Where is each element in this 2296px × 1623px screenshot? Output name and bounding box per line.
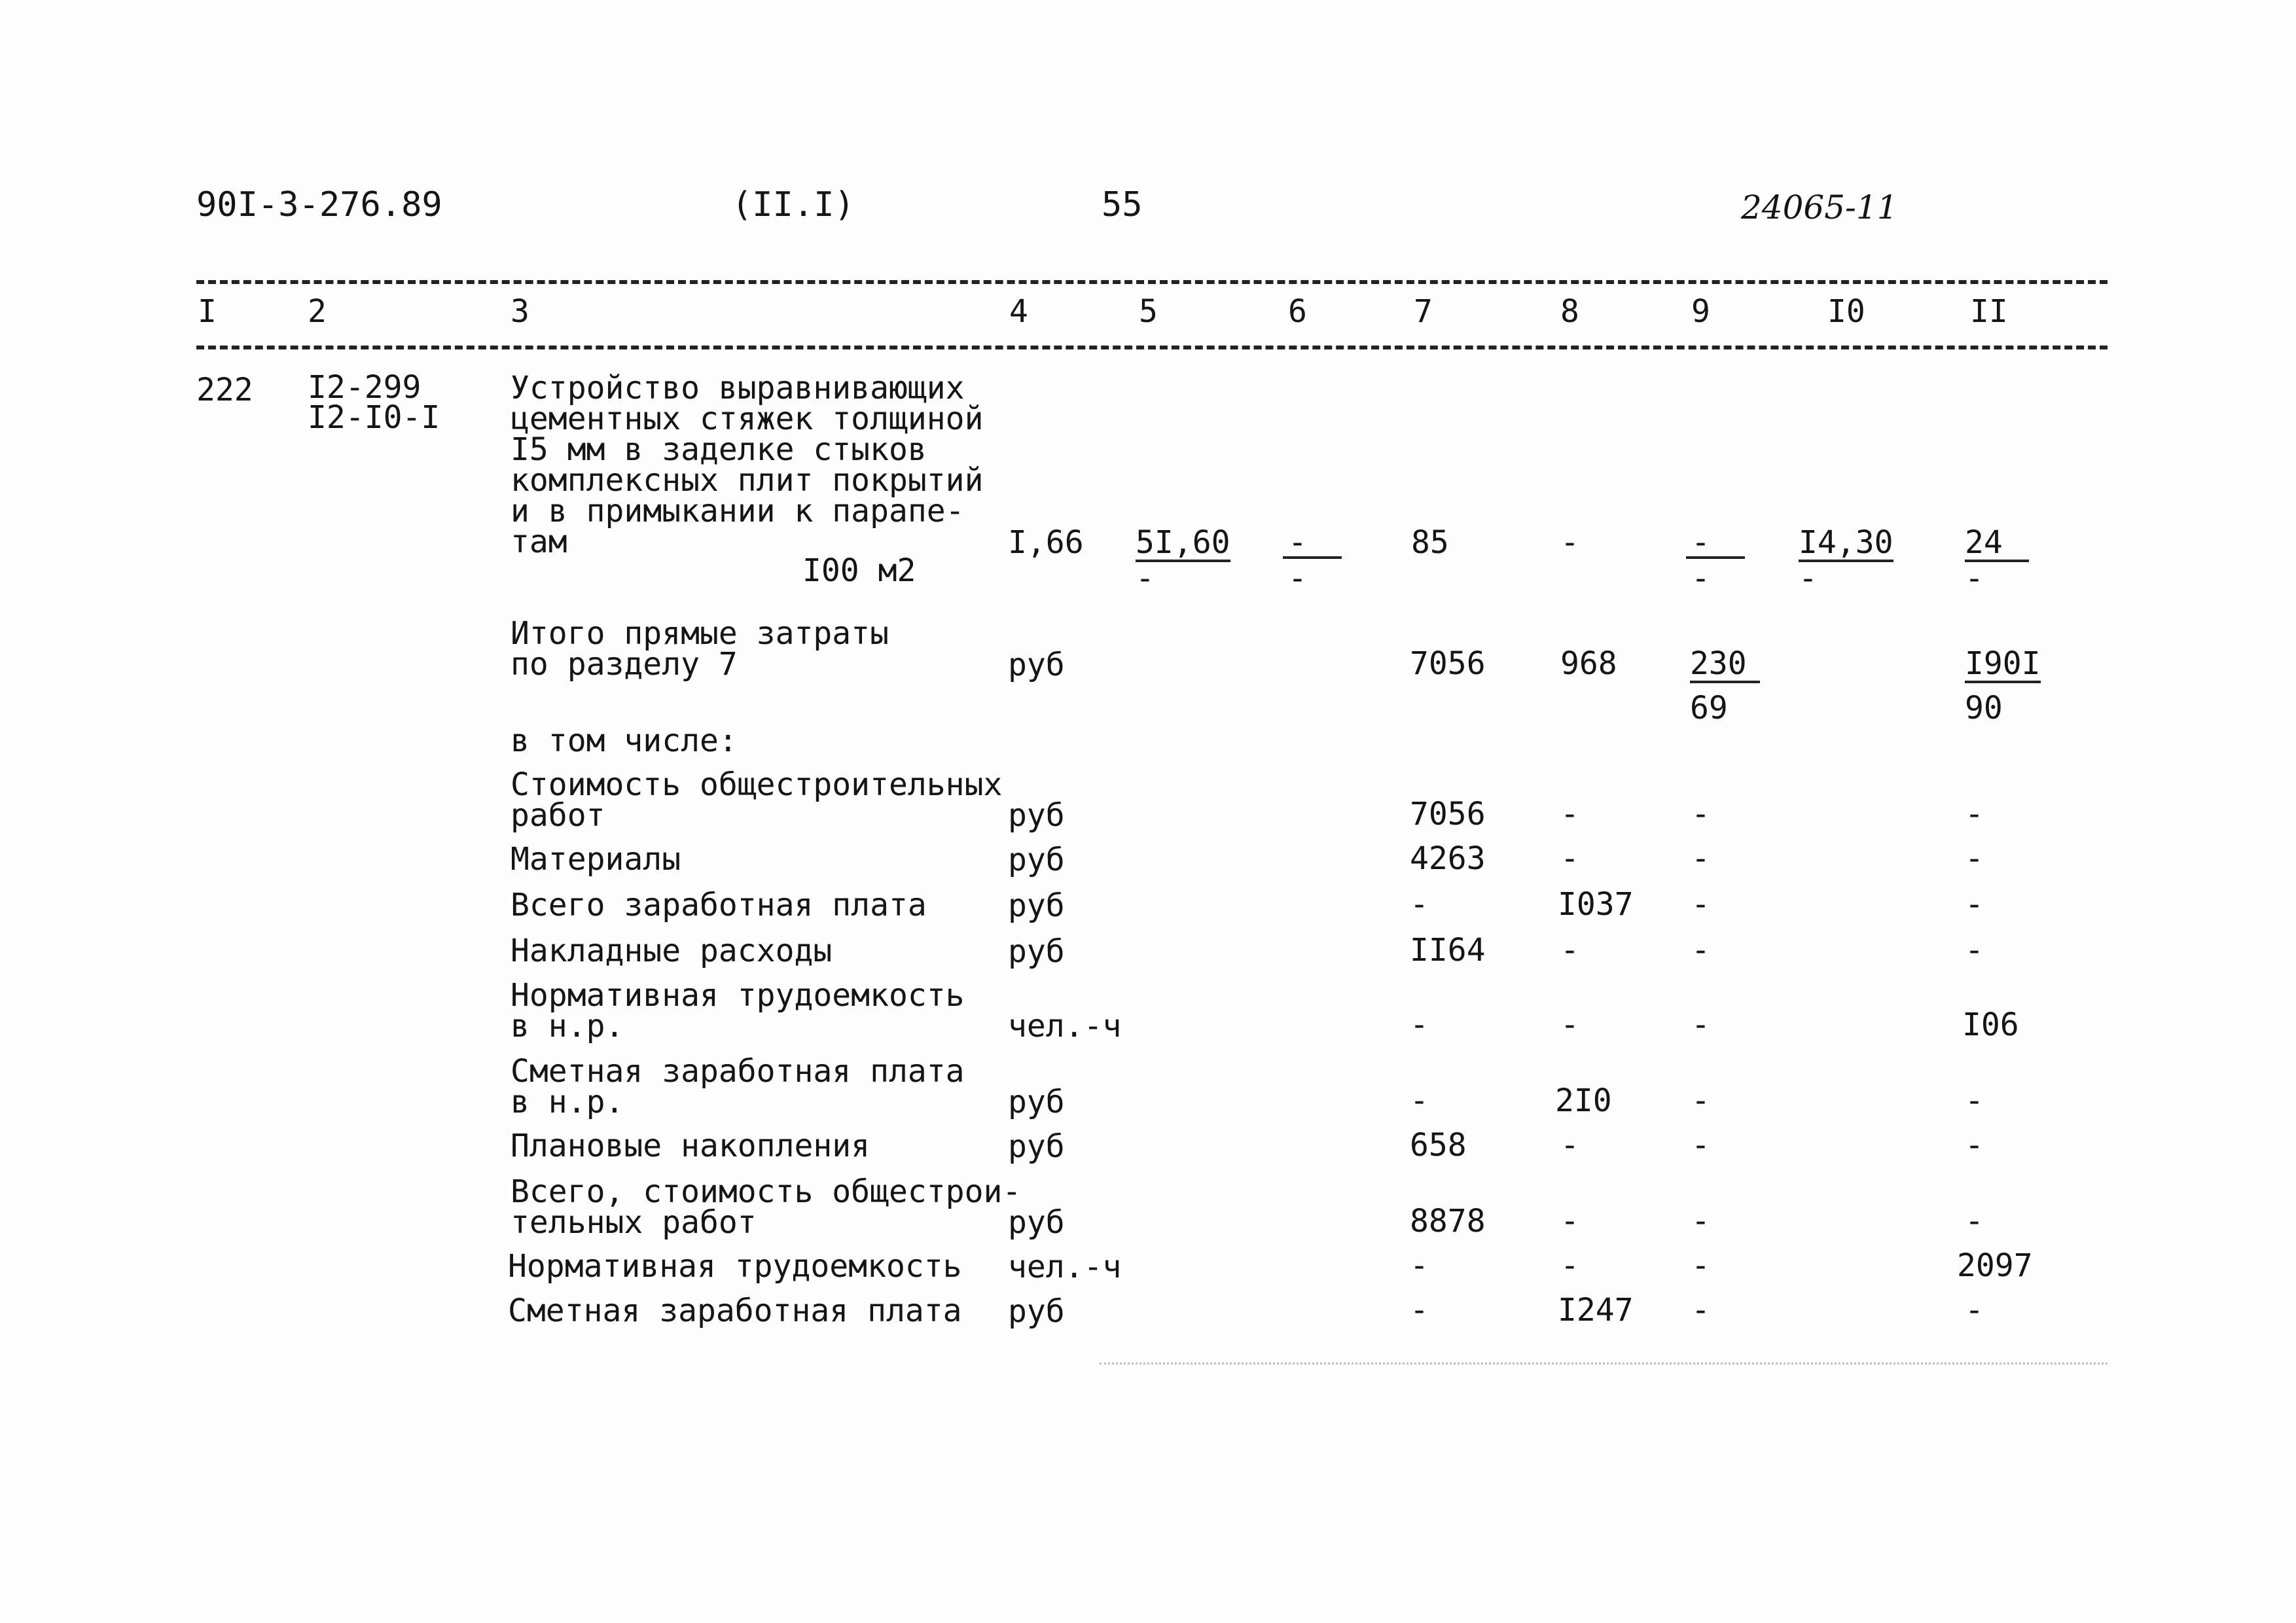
row-c9: -: [1691, 1007, 1710, 1043]
col-header-4: 4: [1009, 293, 1028, 330]
item-c10: I4,30: [1799, 524, 1893, 561]
row-c9: -: [1691, 796, 1710, 832]
total-c7: 7056: [1410, 645, 1486, 682]
row-label: Плановые накопления: [511, 1128, 870, 1164]
col-header-1: I: [198, 293, 217, 330]
item-c10-sub: -: [1799, 560, 1818, 597]
row-c9: -: [1691, 1247, 1710, 1284]
row-unit: руб: [1008, 887, 1065, 924]
row-c11: 2097: [1957, 1247, 2033, 1284]
total-c9-second: 69: [1690, 690, 1728, 726]
col-header-10: I0: [1827, 293, 1865, 330]
row-c8: -: [1560, 932, 1579, 969]
item-c6-sub: -: [1288, 560, 1307, 597]
row-unit: чел.-ч: [1008, 1008, 1122, 1044]
row-c11: -: [1965, 840, 1984, 877]
row-c9: -: [1691, 840, 1710, 877]
row-c8: -: [1560, 1203, 1579, 1240]
col-header-6: 6: [1288, 293, 1307, 330]
item-description: Устройство выравнивающих цементных стяжек толщиной I5 мм в заделке стыков комплексных плит покрытий и в примыкании к парапе- там: [511, 370, 984, 560]
row-c8: -: [1560, 1127, 1579, 1164]
row-c7: 8878: [1410, 1203, 1486, 1240]
row-c9: -: [1691, 886, 1710, 923]
total-label: Итого прямые затраты по разделу 7: [511, 615, 889, 683]
col-header-2: 2: [308, 293, 327, 330]
row-c7: 4263: [1410, 840, 1486, 877]
item-unit: I00 м2: [802, 552, 916, 589]
row-unit: руб: [1008, 1293, 1065, 1330]
row-label: Нормативная трудоемкость: [508, 1248, 962, 1285]
row-c9: -: [1691, 1292, 1710, 1329]
row-label: Всего заработная плата: [511, 887, 927, 923]
item-c9-underline: [1686, 556, 1745, 559]
item-c5-sub: -: [1136, 560, 1155, 597]
row-c9: -: [1691, 1127, 1710, 1164]
row-c11: -: [1965, 796, 1984, 832]
row-unit: руб: [1008, 1128, 1065, 1165]
row-c7: II64: [1410, 932, 1486, 969]
total-unit: руб: [1008, 647, 1065, 683]
col-header-11: II: [1970, 293, 2008, 330]
item-c9-sub: -: [1691, 560, 1710, 597]
col-header-9: 9: [1691, 293, 1710, 330]
row-c11: I06: [1962, 1007, 2019, 1043]
row-c7: 7056: [1410, 796, 1486, 832]
item-c11: 24: [1965, 527, 2029, 562]
row-c11: -: [1965, 932, 1984, 969]
bottom-rule: [1100, 1363, 2108, 1364]
row-label: Всего, стоимость общестрои- тельных работ: [511, 1173, 1022, 1241]
row-c8: -: [1560, 1007, 1579, 1043]
col-header-7: 7: [1414, 293, 1433, 330]
col-header-5: 5: [1139, 293, 1158, 330]
total-c11: I90I: [1965, 645, 2041, 682]
row-c8: 2I0: [1555, 1082, 1612, 1119]
total-c11-second: 90: [1965, 690, 2003, 726]
row-label: Нормативная трудоемкость в н.р.: [511, 977, 965, 1044]
row-c7: -: [1410, 886, 1429, 923]
row-c7: 658: [1410, 1127, 1467, 1164]
row-c7: -: [1410, 1247, 1429, 1284]
handwritten-reference: 24065-11: [1741, 188, 1898, 226]
document-code: 90I-3-276.89: [196, 185, 442, 224]
row-c11: -: [1965, 886, 1984, 923]
item-c4: I,66: [1008, 524, 1084, 561]
row-unit: руб: [1008, 797, 1065, 834]
row-c7: -: [1410, 1082, 1429, 1119]
row-c7: -: [1410, 1292, 1429, 1329]
row-unit: руб: [1008, 933, 1065, 970]
row-c8: I037: [1558, 886, 1634, 923]
row-c8: I247: [1558, 1292, 1634, 1329]
item-c5: 5I,60: [1136, 524, 1230, 561]
header-top-rule: [196, 280, 2108, 284]
row-label: Материалы: [511, 841, 681, 878]
item-c6: -: [1288, 524, 1307, 561]
row-unit: руб: [1008, 1084, 1065, 1120]
row-c8: -: [1560, 796, 1579, 832]
total-c8: 968: [1560, 645, 1617, 682]
total-c9: 230: [1690, 648, 1760, 683]
row-unit: руб: [1008, 842, 1065, 878]
row-c7: -: [1410, 1007, 1429, 1043]
row-c8: -: [1560, 1247, 1579, 1284]
row-label: Сметная заработная плата: [508, 1293, 962, 1329]
col-header-8: 8: [1560, 293, 1579, 330]
including-label: в том числе:: [511, 722, 738, 759]
row-c9: -: [1691, 932, 1710, 969]
item-c9: -: [1691, 524, 1710, 561]
row-unit: чел.-ч: [1008, 1249, 1122, 1285]
col-header-3: 3: [511, 293, 529, 330]
row-c9: -: [1691, 1203, 1710, 1240]
row-label: Накладные расходы: [511, 933, 833, 969]
page-number: 55: [1102, 185, 1143, 224]
row-c11: -: [1965, 1082, 1984, 1119]
item-c7: 85: [1411, 524, 1449, 561]
row-c11: -: [1965, 1127, 1984, 1164]
item-c6-underline: [1283, 556, 1342, 559]
header-bottom-rule: [196, 346, 2108, 349]
row-c9: -: [1691, 1082, 1710, 1119]
row-label: Стоимость общестроительных работ: [511, 766, 1003, 834]
row-unit: руб: [1008, 1204, 1065, 1241]
item-code-1: I2-299: [308, 369, 422, 406]
item-code-2: I2-I0-I: [308, 399, 440, 436]
row-c11: -: [1965, 1292, 1984, 1329]
section-number: (II.I): [732, 185, 855, 224]
row-c11: -: [1965, 1203, 1984, 1240]
row-c8: -: [1560, 840, 1579, 877]
row-label: Сметная заработная плата в н.р.: [511, 1053, 965, 1120]
item-c11-sub: -: [1965, 560, 1984, 597]
item-number: 222: [196, 372, 253, 408]
item-c8: -: [1560, 524, 1579, 561]
